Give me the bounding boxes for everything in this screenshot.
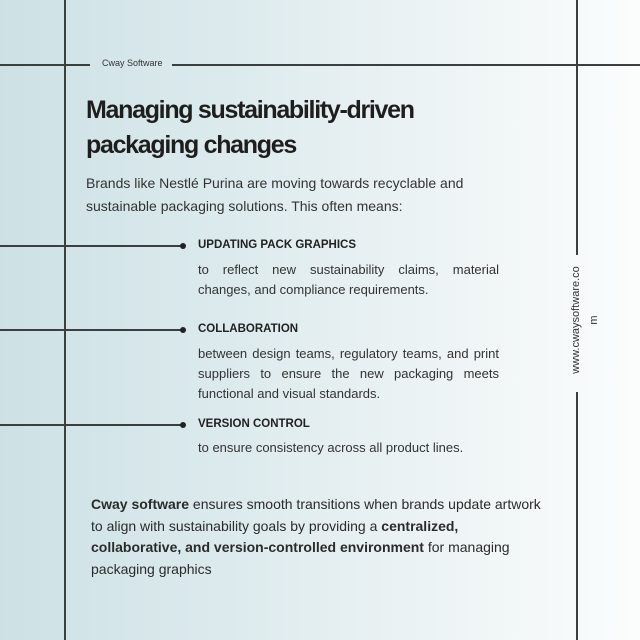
footer-bold-1: Cway software — [91, 496, 190, 512]
brand-label: Cway Software — [102, 58, 163, 68]
bullet-heading-1: UPDATING PACK GRAPHICS — [198, 239, 357, 251]
footer-text-2: for managing packaging graphics — [91, 539, 510, 577]
bullet-text-3: to ensure consistency across all product lines. — [198, 440, 464, 455]
bullet-heading-2: COLLABORATION — [198, 323, 299, 335]
bullet-text-1: to reflect new sustainability claims, material changes, and compliance requirements. — [198, 262, 499, 297]
url-line-2: m — [588, 315, 600, 325]
website-url[interactable] — [567, 266, 603, 374]
bullet-dot-3 — [180, 422, 186, 428]
bullet-dot-1 — [180, 243, 186, 249]
footer-paragraph — [91, 494, 551, 580]
bullet-line-3 — [0, 424, 182, 426]
bullet-heading-3: VERSION CONTROL — [198, 418, 310, 430]
bullet-text-2: between design teams, regulatory teams, and print suppliers to ensure the new packaging meets functional and visual standards. — [198, 346, 499, 401]
bullet-line-2 — [0, 329, 182, 331]
horizontal-line-top-right — [172, 64, 640, 66]
page-title: Managing sustainability-driven packaging changes — [86, 96, 414, 159]
horizontal-line-top-left — [0, 64, 90, 66]
footer-bold-2: centralized, collaborative, and version-controlled environment — [91, 517, 459, 555]
vertical-line-right-top — [576, 0, 578, 255]
bullet-line-1 — [0, 245, 182, 247]
url-line-1: www.cwaysoftware.co — [570, 266, 582, 374]
vertical-line-left — [64, 0, 66, 640]
bullet-dot-2 — [180, 327, 186, 333]
intro-text: Brands like Nestlé Purina are moving towards recyclable and sustainable packaging solutions. This often means: — [86, 175, 464, 214]
footer-text-1: ensures smooth transitions when brands update artwork to align with sustainability goals by providing a — [91, 496, 541, 534]
vertical-line-right-bottom — [576, 392, 578, 640]
